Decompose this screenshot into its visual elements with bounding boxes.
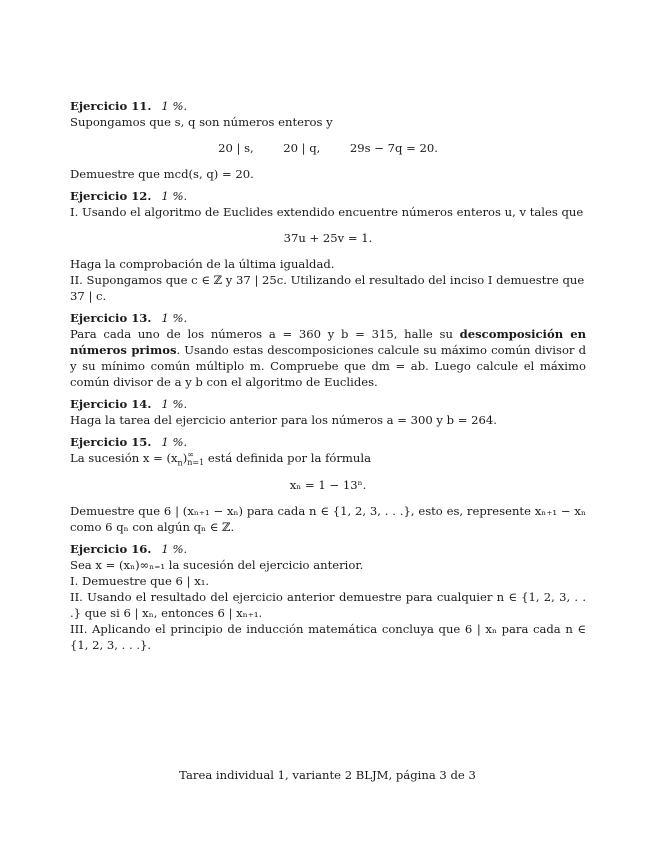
- subscript: n=1: [187, 458, 205, 467]
- exercise-paragraph: [70, 326, 586, 390]
- exercise-title: Ejercicio 16.: [70, 542, 152, 556]
- exercise-text: . Usando estas descomposiciones calcule su máximo común divisor d y su mínimo común múltiplo m. Compruebe que dm = ab. Luego calcule el máximo común divisor de a y b con el algoritmo de Euclides.: [70, 343, 586, 389]
- exercise-title: Ejercicio 15.: [70, 435, 152, 449]
- exercise-weight: 1 %.: [161, 99, 188, 113]
- emphasis-text: descomposición en números primos: [70, 327, 587, 357]
- exercise-text: Haga la comprobación de la última igualdad.: [70, 257, 335, 271]
- superscript: ∞: [187, 450, 194, 459]
- exercise-text: II. Supongamos que c ∈ ℤ y 37 | 25c. Utilizando el resultado del inciso I demuestre que 37 | c.: [70, 273, 585, 303]
- exercise-title: Ejercicio 11.: [70, 99, 152, 113]
- text-fragment: La sucesión x = (x: [70, 451, 178, 465]
- exercise-title: Ejercicio 12.: [70, 189, 152, 203]
- exercise-weight: 1 %.: [161, 435, 188, 449]
- exercise-12: [70, 188, 586, 304]
- exercise-text: I. Demuestre que 6 | x₁.: [70, 574, 210, 588]
- exercise-text: Supongamos que s, q son números enteros y: [70, 115, 333, 129]
- exercise-weight: 1 %.: [161, 542, 188, 556]
- exercise-text: III. Aplicando el principio de inducción matemática concluya que 6 | xₙ para cada n ∈ {1, 2, 3, . . .}.: [70, 622, 586, 652]
- display-equation: xₙ = 1 − 13ⁿ.: [289, 478, 367, 492]
- display-equation: 37u + 25v = 1.: [283, 231, 373, 245]
- exercise-weight: 1 %.: [161, 189, 188, 203]
- exercise-weight: 1 %.: [161, 397, 188, 411]
- exercise-title: Ejercicio 13.: [70, 311, 152, 325]
- display-equation: 20 | s, 20 | q, 29s − 7q = 20.: [218, 141, 438, 155]
- text-fragment: está definida por la fórmula: [204, 451, 371, 465]
- exercise-11: [70, 98, 586, 182]
- exercise-title: Ejercicio 14.: [70, 397, 152, 411]
- exercise-text: I. Usando el algoritmo de Euclides extendido encuentre números enteros u, v tales que: [70, 205, 584, 219]
- exercise-text: II. Usando el resultado del ejercicio anterior demuestre para cualquier n ∈ {1, 2, 3, . . .} que si 6 | xₙ, entonces 6 | xₙ₊₁.: [70, 590, 586, 620]
- exercise-14: [70, 396, 586, 428]
- exercise-text-line: [70, 450, 586, 467]
- exercise-16: [70, 541, 586, 653]
- exercise-text: Para cada uno de los números a = 360 y b = 315, halle su: [70, 327, 460, 341]
- exercise-text: Haga la tarea del ejercicio anterior para los números a = 300 y b = 264.: [70, 413, 497, 427]
- exercise-text: Sea x = (xₙ)∞ₙ₌₁ la sucesión del ejercicio anterior.: [70, 558, 364, 572]
- exercise-15: [70, 434, 586, 535]
- subscript: n: [177, 458, 183, 468]
- exercise-text: Demuestre que 6 | (xₙ₊₁ − xₙ) para cada n ∈ {1, 2, 3, . . .}, esto es, represente xₙ₊₁ − xₙ como 6 qₙ con algún qₙ ∈ ℤ.: [70, 504, 586, 534]
- exercise-list: [70, 98, 586, 659]
- exercise-13: [70, 310, 586, 390]
- text-fragment: ): [182, 451, 188, 465]
- exercise-text: Demuestre que mcd(s, q) = 20.: [70, 167, 254, 181]
- page-footer: Tarea individual 1, variante 2 BLJM, página 3 de 3: [179, 768, 476, 782]
- exercise-weight: 1 %.: [161, 311, 188, 325]
